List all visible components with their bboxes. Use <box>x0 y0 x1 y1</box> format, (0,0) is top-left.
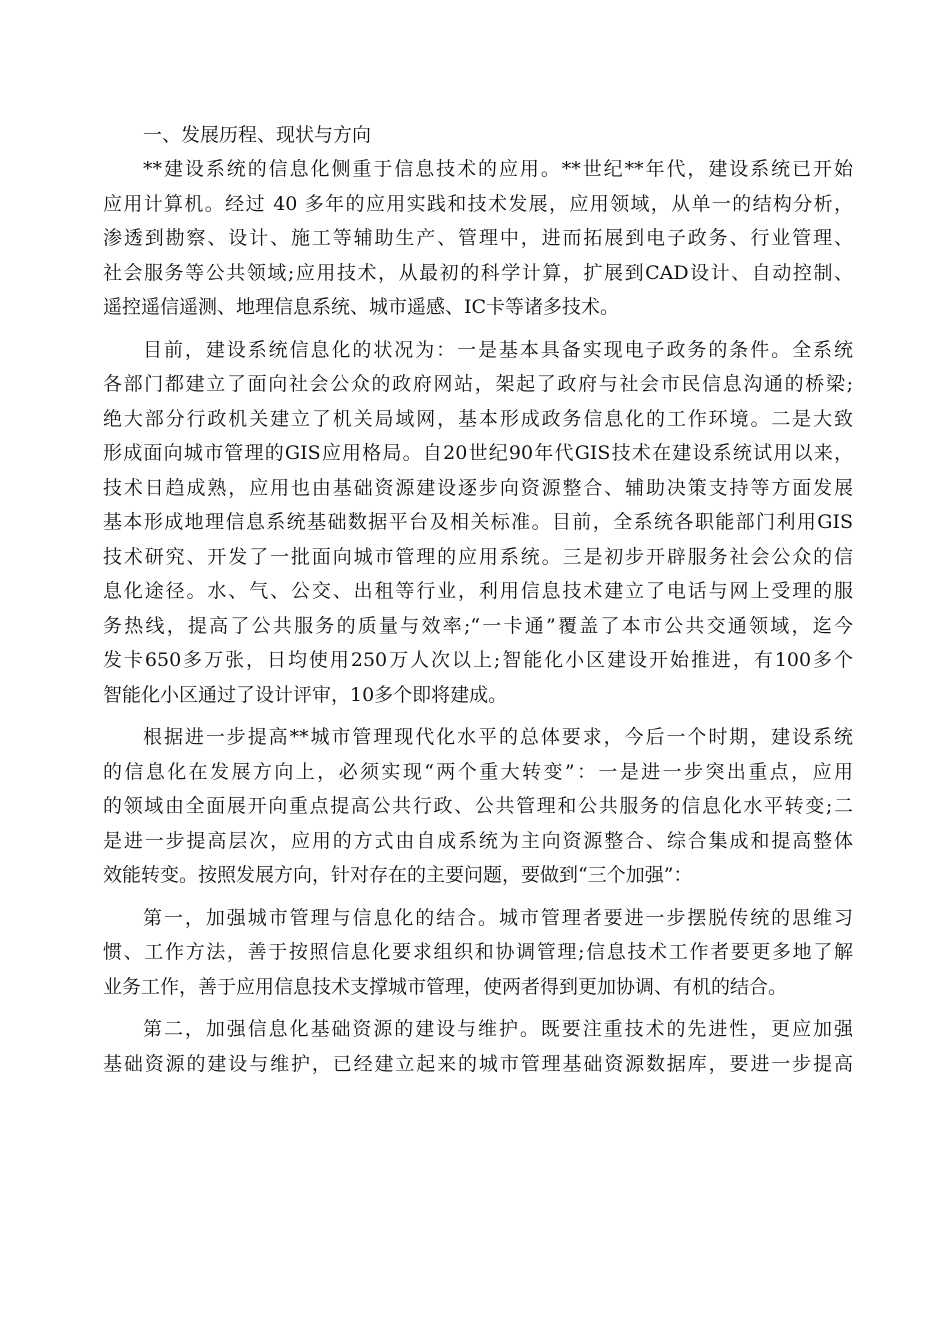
paragraph-line: 的信息化在发展方向上，必须实现“两个重大转变”：一是进一步突出重点，应用 <box>103 760 853 783</box>
document-body <box>103 152 853 1081</box>
paragraph-line: 目前，建设系统信息化的状况为：一是基本具备实现电子政务的条件。全系统 <box>143 338 853 361</box>
paragraph-line: 发卡650多万张，日均使用250万人次以上;智能化小区建设开始推进，有100多个 <box>103 649 853 671</box>
paragraph-line: 务热线，提高了公共服务的质量与效率;“一卡通”覆盖了本市公共交通领域，迄今 <box>103 614 853 637</box>
paragraph-line: 渗透到勘察、设计、施工等辅助生产、管理中，进而拓展到电子政务、行业管理、 <box>103 227 853 249</box>
paragraph-line: 技术日趋成熟，应用也由基础资源建设逐步向资源整合、辅助决策支持等方面发展 <box>103 476 853 499</box>
paragraph-line: 技术研究、开发了一批面向城市管理的应用系统。三是初步开辟服务社会公众的信 <box>103 545 853 568</box>
paragraph-line: 各部门都建立了面向社会公众的政府网站，架起了政府与社会市民信息沟通的桥梁; <box>103 373 853 395</box>
paragraph-line: 第一，加强城市管理与信息化的结合。城市管理者要进一步摆脱传统的思维习 <box>143 906 853 929</box>
paragraph-line: 社会服务等公共领域;应用技术，从最初的科学计算，扩展到CAD设计、自动控制、 <box>103 261 853 284</box>
paragraph-line: 息化途径。水、气、公交、出租等行业，利用信息技术建立了电话与网上受理的服 <box>103 580 853 602</box>
paragraph-line: 根据进一步提高**城市管理现代化水平的总体要求，今后一个时期，建设系统 <box>143 726 853 748</box>
paragraph-line: 的领域由全面展开向重点提高公共行政、公共管理和公共服务的信息化水平转变;二 <box>103 795 853 817</box>
paragraph <box>103 901 853 1005</box>
paragraph-line: 应用计算机。经过 40 多年的应用实践和技术发展，应用领域，从单一的结构分析， <box>103 192 853 215</box>
paragraph-line: 第二，加强信息化基础资源的建设与维护。既要注重技术的先进性，更应加强 <box>143 1018 853 1040</box>
paragraph-line: 遥控遥信遥测、地理信息系统、城市遥感、IC卡等诸多技术。 <box>103 296 620 318</box>
paragraph-line: 惯、工作方法，善于按照信息化要求组织和协调管理;信息技术工作者要更多地了解 <box>103 941 853 963</box>
paragraph <box>103 1012 853 1081</box>
paragraph-line: **建设系统的信息化侧重于信息技术的应用。**世纪**年代，建设系统已开始 <box>143 158 853 180</box>
paragraph-line: 是进一步提高层次，应用的方式由自成系统为主向资源整合、综合集成和提高整体 <box>103 829 853 852</box>
document-page <box>103 118 853 1081</box>
paragraph-line: 绝大部分行政机关建立了机关局域网，基本形成政务信息化的工作环境。二是大致 <box>103 407 853 430</box>
paragraph-line: 基本形成地理信息系统基础数据平台及相关标准。目前，全系统各职能部门利用GIS <box>103 511 853 533</box>
paragraph-line: 智能化小区通过了设计评审，10多个即将建成。 <box>103 683 508 706</box>
paragraph <box>103 720 853 893</box>
paragraph-line: 基础资源的建设与维护，已经建立起来的城市管理基础资源数据库，要进一步提高 <box>103 1052 853 1075</box>
paragraph <box>103 152 853 325</box>
paragraph-line: 效能转变。按照发展方向，针对存在的主要问题，要做到“三个加强”： <box>103 864 693 886</box>
paragraph-line: 形成面向城市管理的GIS应用格局。自20世纪90年代GIS技术在建设系统试用以来， <box>103 442 853 464</box>
paragraph-line: 业务工作，善于应用信息技术支撑城市管理，使两者得到更加协调、有机的结合。 <box>103 975 788 998</box>
section-heading: 一、发展历程、现状与方向 <box>143 124 372 146</box>
paragraph <box>103 333 853 713</box>
